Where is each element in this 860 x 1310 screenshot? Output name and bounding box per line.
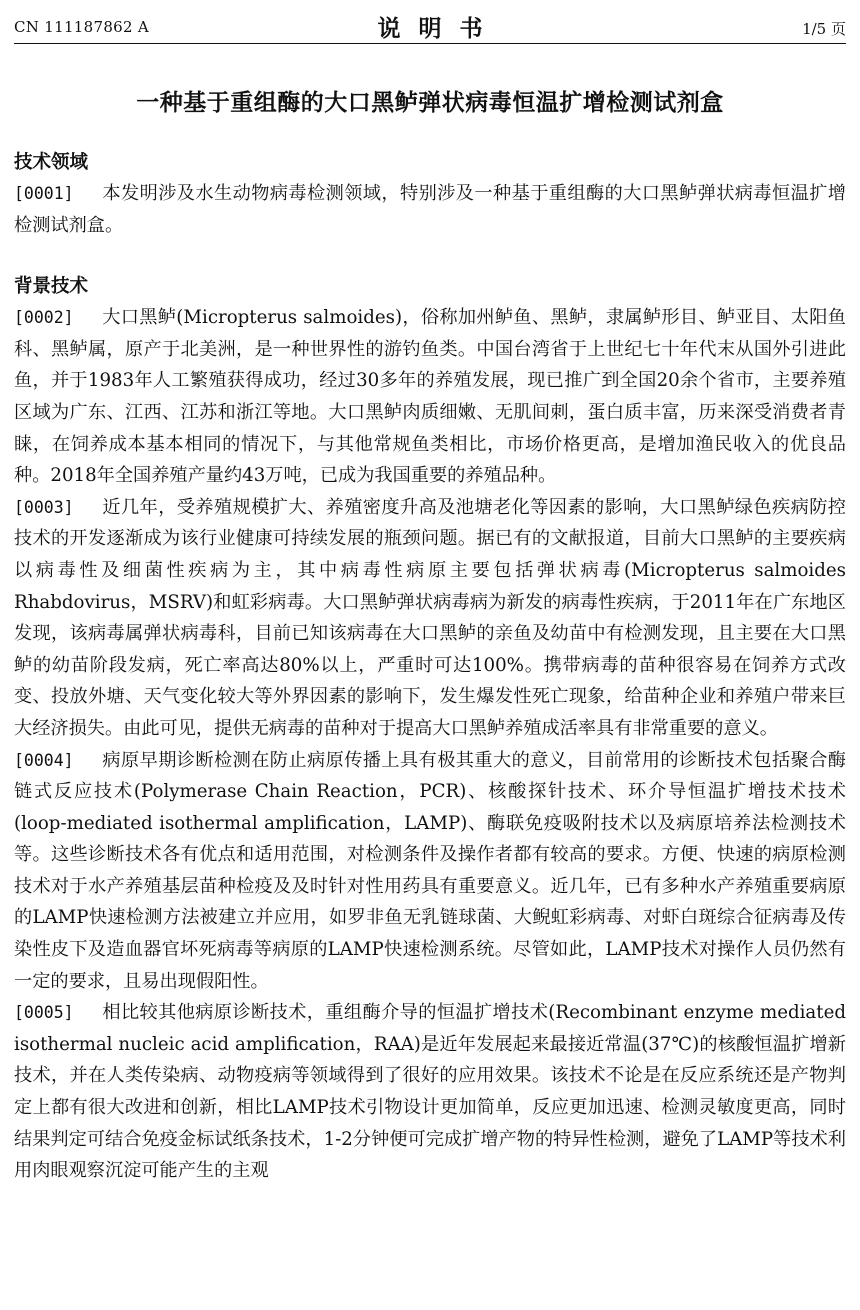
paragraph-0001	[14, 178, 846, 241]
section-heading-technical-field: 技术领域	[14, 152, 89, 173]
paragraph-number: [0005]	[14, 1003, 74, 1023]
paragraph-number: [0004]	[14, 750, 74, 770]
paragraph-number: [0001]	[14, 184, 74, 203]
paragraph-text: 本发明涉及水生动物病毒检测领域，特别涉及一种基于重组酶的大口黑鲈弹状病毒恒温扩增检测试剂盒。	[14, 183, 846, 236]
document-type-title: 说明书	[377, 16, 501, 42]
page-header	[14, 10, 846, 42]
page-number: 1/5 页	[802, 20, 846, 38]
document-body	[14, 148, 846, 1187]
paragraph-0004	[14, 745, 846, 998]
header-divider	[14, 43, 846, 44]
paragraph-number: [0002]	[14, 308, 74, 328]
paragraph-text: 相比较其他病原诊断技术，重组酶介导的恒温扩增技术(Recombinant enzyme mediated isothermal nucleic acid amplification，RAA)是近年发展起来最接近常温(37℃)的核酸恒温扩增新技术，并在人类传染病、动物疫病等领域得到了很好的应用效果。该技术不论是在反应系统还是产物判定上都有很大改进和创新，相比LAMP技术引物设计更加简单，反应更加迅速、检测灵敏度更高，同时结果判定可结合免疫金标试纸条技术，1-2分钟便可完成扩增产物的特异性检测，避免了LAMP等技术利用肉眼观察沉淀可能产生的主观	[14, 1002, 846, 1182]
paragraph-0005	[14, 997, 846, 1187]
paragraph-number: [0003]	[14, 497, 74, 517]
paragraph-0002	[14, 302, 846, 492]
publication-number: CN 111187862 A	[14, 18, 150, 36]
paragraph-text: 大口黑鲈(Micropterus salmoides)，俗称加州鲈鱼、黑鲈，隶属鲈形目、鲈亚目、太阳鱼科、黑鲈属，原产于北美洲，是一种世界性的游钓鱼类。中国台湾省于上世纪七十年代末从国外引进此鱼，并于1983年人工繁殖获得成功，经过30多年的养殖发展，现已推广到全国20余个省市，主要养殖区域为广东、江西、江苏和浙江等地。大口黑鲈肉质细嫩、无肌间刺，蛋白质丰富，历来深受消费者青睐，在饲养成本基本相同的情况下，与其他常规鱼类相比，市场价格更高，是增加渔民收入的优良品种。2018年全国养殖产量约43万吨，已成为我国重要的养殖品种。	[14, 307, 846, 487]
section-heading-background: 背景技术	[14, 276, 89, 298]
invention-title: 一种基于重组酶的大口黑鲈弹状病毒恒温扩增检测试剂盒	[136, 90, 724, 116]
paragraph-text: 病原早期诊断检测在防止病原传播上具有极其重大的意义，目前常用的诊断技术包括聚合酶链式反应技术(Polymerase Chain Reaction，PCR)、核酸探针技术、环介导恒温扩增技术技术(loop-mediated isothermal amplification，LAMP)、酶联免疫吸附技术以及病原培养法检测技术等。这些诊断技术各有优点和适用范围，对检测条件及操作者都有较高的要求。方便、快速的病原检测技术对于水产养殖基层苗种检疫及及时针对性用药具有重要意义。近几年，已有多种水产养殖重要病原的LAMP快速检测方法被建立并应用，如罗非鱼无乳链球菌、大鲵虹彩病毒、对虾白斑综合征病毒及传染性皮下及造血器官坏死病毒等病原的LAMP快速检测系统。尽管如此，LAMP技术对操作人员仍然有一定的要求，且易出现假阳性。	[14, 749, 846, 992]
paragraph-0003	[14, 492, 846, 745]
paragraph-text: 近几年，受养殖规模扩大、养殖密度升高及池塘老化等因素的影响，大口黑鲈绿色疾病防控技术的开发逐渐成为该行业健康可持续发展的瓶颈问题。据已有的文献报道，目前大口黑鲈的主要疾病以病毒性及细菌性疾病为主，其中病毒性病原主要包括弹状病毒(Micropterus salmoides Rhabdovirus，MSRV)和虹彩病毒。大口黑鲈弹状病毒病为新发的病毒性疾病，于2011年在广东地区发现，该病毒属弹状病毒科，目前已知该病毒在大口黑鲈的亲鱼及幼苗中有检测发现，且主要在大口黑鲈的幼苗阶段发病，死亡率高达80%以上，严重时可达100%。携带病毒的苗种很容易在饲养方式改变、投放外塘、天气变化较大等外界因素的影响下，发生爆发性死亡现象，给苗种企业和养殖户带来巨大经济损失。由此可见，提供无病毒的苗种对于提高大口黑鲈养殖成活率具有非常重要的意义。	[14, 496, 846, 739]
